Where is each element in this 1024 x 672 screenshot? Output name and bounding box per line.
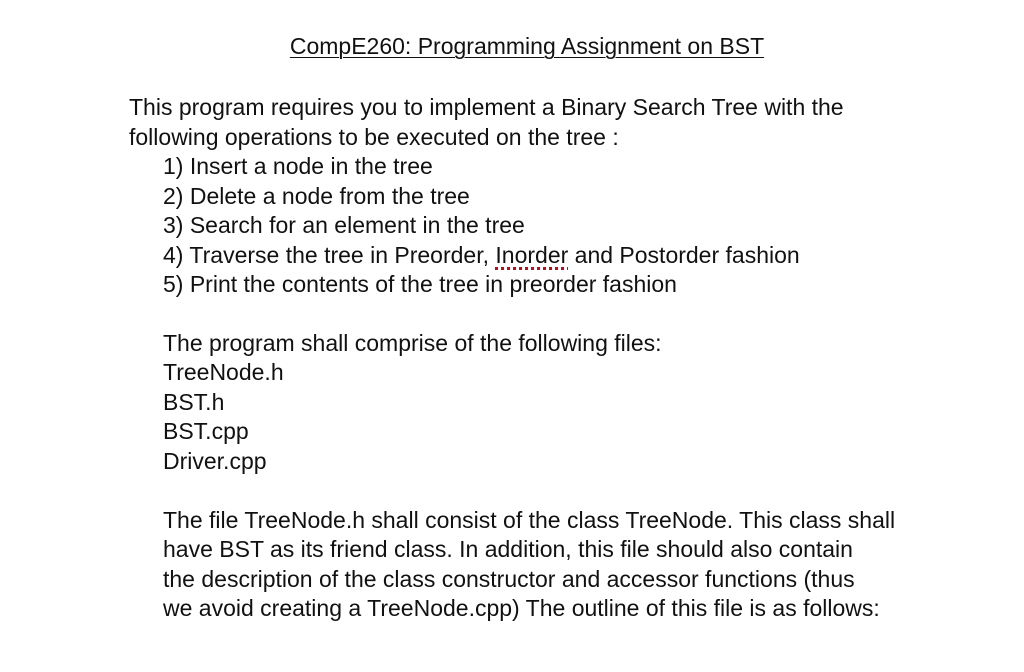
treenode-paragraph-line-1: The file TreeNode.h shall consist of the class TreeNode. This class shall	[163, 507, 896, 533]
operation-item-4-after: and Postorder fashion	[568, 242, 800, 268]
operation-item-4-before: 4) Traverse the tree in Preorder,	[163, 242, 496, 268]
operation-item-1: 1) Insert a node in the tree	[163, 153, 433, 179]
operation-item-4	[163, 240, 800, 270]
file-item-bst-h: BST.h	[163, 389, 225, 415]
treenode-paragraph-line-4: we avoid creating a TreeNode.cpp) The outline of this file is as follows:	[163, 595, 880, 621]
intro-line-2: following operations to be executed on the tree :	[129, 124, 619, 150]
file-item-bst-cpp: BST.cpp	[163, 418, 249, 444]
treenode-paragraph-line-2: have BST as its friend class. In addition, this file should also contain	[163, 536, 853, 562]
operation-item-2: 2) Delete a node from the tree	[163, 183, 470, 209]
operation-item-5: 5) Print the contents of the tree in preorder fashion	[163, 271, 677, 297]
document-title: CompE260: Programming Assignment on BST	[289, 33, 765, 59]
file-item-driver-cpp: Driver.cpp	[163, 448, 267, 474]
treenode-paragraph-line-3: the description of the class constructor and accessor functions (thus	[163, 566, 855, 592]
intro-line-1: This program requires you to implement a Binary Search Tree with the	[129, 94, 844, 120]
spellcheck-flagged-word: Inorder	[495, 242, 569, 268]
operation-item-3: 3) Search for an element in the tree	[163, 212, 525, 238]
files-intro: The program shall comprise of the following files:	[163, 330, 662, 356]
file-item-treenode-h: TreeNode.h	[163, 359, 284, 385]
